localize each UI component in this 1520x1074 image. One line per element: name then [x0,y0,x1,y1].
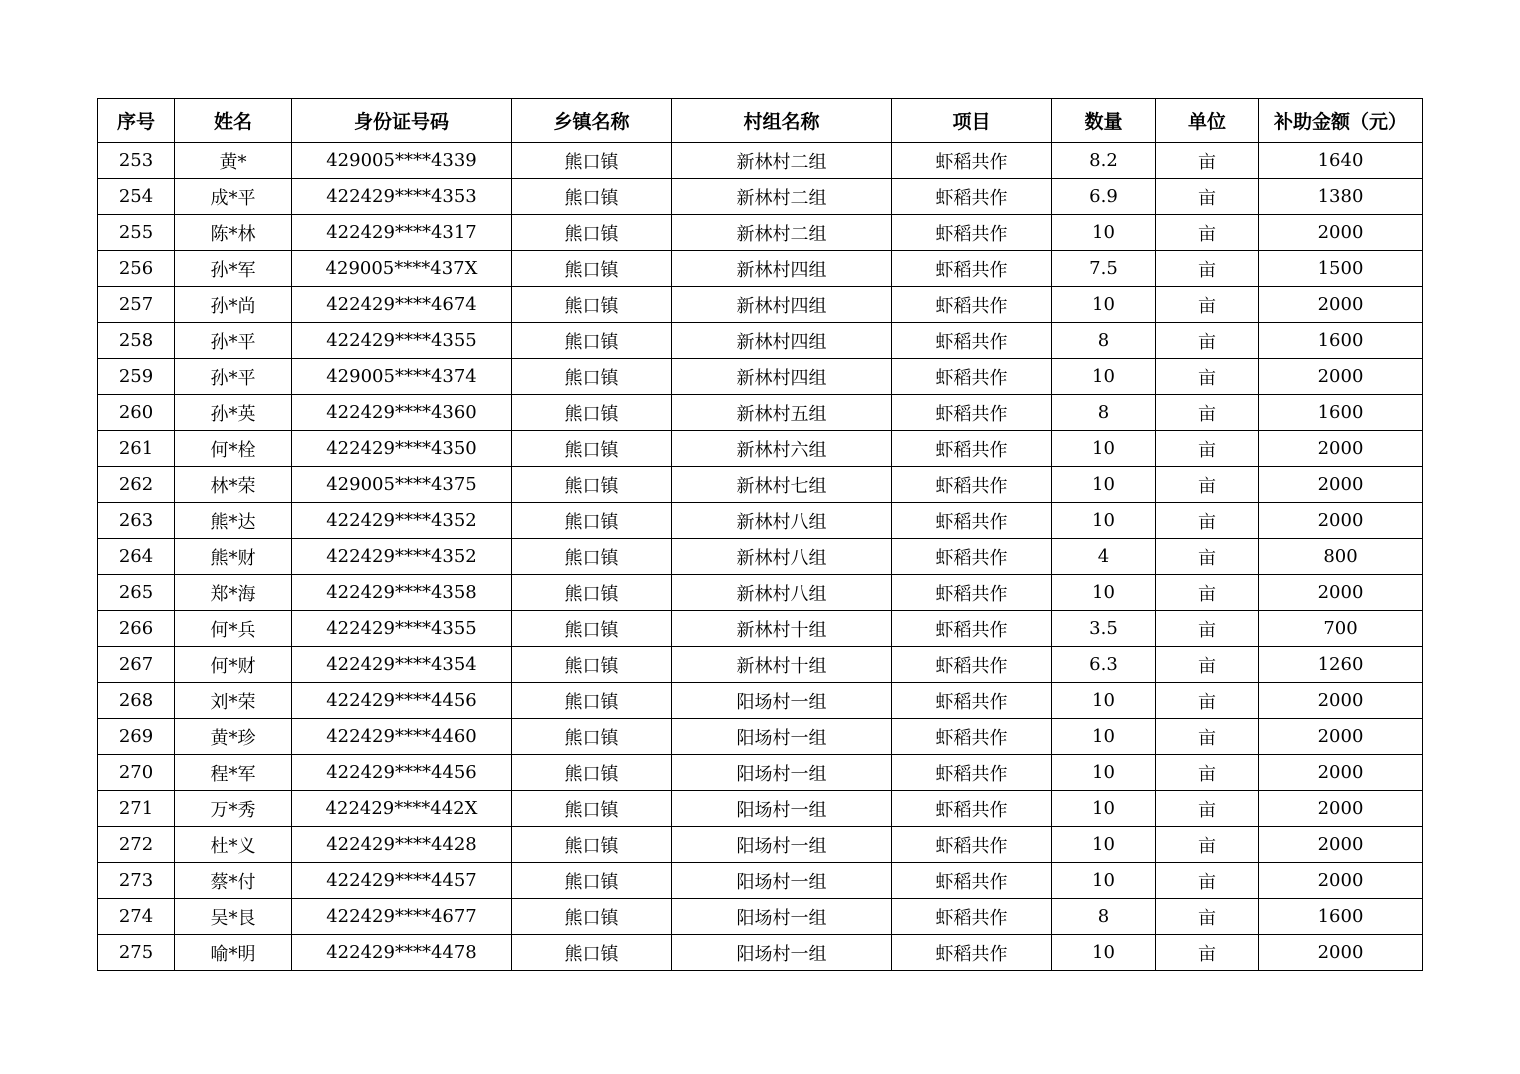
cell-name: 林*荣 [175,467,292,503]
cell-name: 孙*军 [175,251,292,287]
cell-seq: 266 [98,611,175,647]
cell-id-number: 422429****4317 [292,215,512,251]
subsidy-table-container [97,98,1422,971]
cell-subsidy-amount: 2000 [1259,467,1423,503]
cell-quantity: 8.2 [1052,143,1156,179]
cell-project: 虾稻共作 [892,719,1052,755]
cell-id-number: 422429****4456 [292,683,512,719]
cell-project: 虾稻共作 [892,575,1052,611]
table-row [98,683,1423,719]
cell-id-number: 422429****4354 [292,647,512,683]
cell-unit: 亩 [1156,647,1259,683]
cell-village-group: 新林村四组 [672,323,892,359]
cell-town: 熊口镇 [512,287,672,323]
cell-seq: 255 [98,215,175,251]
table-row [98,251,1423,287]
cell-town: 熊口镇 [512,467,672,503]
cell-name: 孙*英 [175,395,292,431]
cell-village-group: 新林村八组 [672,539,892,575]
cell-unit: 亩 [1156,395,1259,431]
cell-name: 喻*明 [175,935,292,971]
cell-quantity: 10 [1052,575,1156,611]
cell-subsidy-amount: 2000 [1259,503,1423,539]
cell-quantity: 4 [1052,539,1156,575]
cell-unit: 亩 [1156,359,1259,395]
cell-town: 熊口镇 [512,755,672,791]
cell-name: 程*军 [175,755,292,791]
cell-name: 刘*荣 [175,683,292,719]
cell-project: 虾稻共作 [892,323,1052,359]
cell-town: 熊口镇 [512,791,672,827]
cell-name: 孙*平 [175,323,292,359]
cell-seq: 253 [98,143,175,179]
cell-unit: 亩 [1156,863,1259,899]
table-row [98,539,1423,575]
cell-project: 虾稻共作 [892,935,1052,971]
table-body [98,143,1423,971]
table-row [98,719,1423,755]
cell-name: 熊*财 [175,539,292,575]
cell-unit: 亩 [1156,287,1259,323]
cell-seq: 267 [98,647,175,683]
cell-quantity: 8 [1052,395,1156,431]
table-row [98,359,1423,395]
cell-project: 虾稻共作 [892,359,1052,395]
cell-name: 何*财 [175,647,292,683]
cell-seq: 256 [98,251,175,287]
cell-village-group: 新林村二组 [672,143,892,179]
subsidy-table [97,98,1423,971]
table-row [98,503,1423,539]
cell-town: 熊口镇 [512,935,672,971]
cell-project: 虾稻共作 [892,539,1052,575]
cell-town: 熊口镇 [512,503,672,539]
cell-name: 成*平 [175,179,292,215]
cell-subsidy-amount: 2000 [1259,215,1423,251]
table-row [98,575,1423,611]
table-row [98,827,1423,863]
cell-project: 虾稻共作 [892,611,1052,647]
cell-seq: 260 [98,395,175,431]
cell-name: 万*秀 [175,791,292,827]
table-header [98,99,1423,143]
header-unit: 单位 [1156,99,1259,143]
cell-project: 虾稻共作 [892,251,1052,287]
cell-seq: 263 [98,503,175,539]
cell-id-number: 422429****4460 [292,719,512,755]
table-row [98,431,1423,467]
cell-id-number: 422429****4353 [292,179,512,215]
cell-village-group: 新林村七组 [672,467,892,503]
cell-project: 虾稻共作 [892,755,1052,791]
cell-project: 虾稻共作 [892,899,1052,935]
cell-village-group: 新林村四组 [672,287,892,323]
cell-project: 虾稻共作 [892,503,1052,539]
header-id-number: 身份证号码 [292,99,512,143]
cell-village-group: 阳场村一组 [672,827,892,863]
cell-unit: 亩 [1156,323,1259,359]
cell-village-group: 新林村六组 [672,431,892,467]
cell-project: 虾稻共作 [892,431,1052,467]
cell-subsidy-amount: 700 [1259,611,1423,647]
cell-name: 孙*尚 [175,287,292,323]
cell-unit: 亩 [1156,935,1259,971]
cell-town: 熊口镇 [512,863,672,899]
cell-seq: 254 [98,179,175,215]
cell-id-number: 422429****4352 [292,503,512,539]
cell-seq: 272 [98,827,175,863]
cell-unit: 亩 [1156,143,1259,179]
cell-project: 虾稻共作 [892,179,1052,215]
cell-subsidy-amount: 1260 [1259,647,1423,683]
cell-quantity: 3.5 [1052,611,1156,647]
cell-unit: 亩 [1156,827,1259,863]
cell-subsidy-amount: 2000 [1259,719,1423,755]
cell-village-group: 新林村八组 [672,575,892,611]
cell-name: 何*栓 [175,431,292,467]
cell-quantity: 10 [1052,287,1156,323]
cell-name: 黄*珍 [175,719,292,755]
cell-subsidy-amount: 1640 [1259,143,1423,179]
cell-subsidy-amount: 2000 [1259,863,1423,899]
cell-project: 虾稻共作 [892,287,1052,323]
cell-unit: 亩 [1156,683,1259,719]
cell-quantity: 10 [1052,467,1156,503]
cell-seq: 257 [98,287,175,323]
cell-project: 虾稻共作 [892,215,1052,251]
cell-id-number: 429005****437X [292,251,512,287]
cell-name: 陈*林 [175,215,292,251]
cell-quantity: 10 [1052,791,1156,827]
cell-name: 吴*艮 [175,899,292,935]
cell-quantity: 8 [1052,899,1156,935]
table-row [98,899,1423,935]
cell-id-number: 422429****4360 [292,395,512,431]
cell-quantity: 10 [1052,719,1156,755]
table-row [98,287,1423,323]
cell-id-number: 422429****4457 [292,863,512,899]
cell-id-number: 422429****4350 [292,431,512,467]
cell-town: 熊口镇 [512,179,672,215]
cell-subsidy-amount: 2000 [1259,683,1423,719]
cell-village-group: 阳场村一组 [672,935,892,971]
cell-project: 虾稻共作 [892,467,1052,503]
cell-town: 熊口镇 [512,359,672,395]
cell-subsidy-amount: 2000 [1259,575,1423,611]
cell-village-group: 阳场村一组 [672,755,892,791]
cell-subsidy-amount: 2000 [1259,791,1423,827]
cell-town: 熊口镇 [512,827,672,863]
cell-unit: 亩 [1156,431,1259,467]
cell-id-number: 429005****4339 [292,143,512,179]
cell-subsidy-amount: 2000 [1259,935,1423,971]
cell-name: 孙*平 [175,359,292,395]
cell-id-number: 422429****4677 [292,899,512,935]
table-row [98,791,1423,827]
cell-id-number: 422429****4355 [292,611,512,647]
cell-quantity: 10 [1052,827,1156,863]
table-row [98,935,1423,971]
cell-subsidy-amount: 1600 [1259,323,1423,359]
header-subsidy-amount: 补助金额（元） [1259,99,1423,143]
cell-quantity: 7.5 [1052,251,1156,287]
cell-seq: 258 [98,323,175,359]
table-row [98,215,1423,251]
cell-name: 蔡*付 [175,863,292,899]
cell-village-group: 新林村十组 [672,647,892,683]
table-row [98,395,1423,431]
cell-town: 熊口镇 [512,323,672,359]
cell-project: 虾稻共作 [892,791,1052,827]
cell-name: 熊*达 [175,503,292,539]
cell-seq: 261 [98,431,175,467]
cell-project: 虾稻共作 [892,143,1052,179]
cell-quantity: 10 [1052,215,1156,251]
cell-project: 虾稻共作 [892,395,1052,431]
cell-name: 杜*义 [175,827,292,863]
cell-quantity: 8 [1052,323,1156,359]
table-row [98,611,1423,647]
cell-id-number: 429005****4374 [292,359,512,395]
cell-village-group: 阳场村一组 [672,863,892,899]
cell-id-number: 422429****4358 [292,575,512,611]
header-project: 项目 [892,99,1052,143]
table-row [98,179,1423,215]
cell-village-group: 阳场村一组 [672,683,892,719]
cell-village-group: 新林村十组 [672,611,892,647]
cell-project: 虾稻共作 [892,647,1052,683]
cell-town: 熊口镇 [512,719,672,755]
cell-name: 郑*海 [175,575,292,611]
cell-subsidy-amount: 800 [1259,539,1423,575]
cell-unit: 亩 [1156,755,1259,791]
cell-town: 熊口镇 [512,395,672,431]
cell-village-group: 新林村四组 [672,359,892,395]
cell-quantity: 10 [1052,431,1156,467]
cell-town: 熊口镇 [512,575,672,611]
cell-village-group: 阳场村一组 [672,899,892,935]
cell-unit: 亩 [1156,611,1259,647]
cell-subsidy-amount: 2000 [1259,359,1423,395]
cell-id-number: 422429****4352 [292,539,512,575]
header-name: 姓名 [175,99,292,143]
cell-unit: 亩 [1156,215,1259,251]
cell-unit: 亩 [1156,539,1259,575]
cell-subsidy-amount: 2000 [1259,287,1423,323]
cell-seq: 270 [98,755,175,791]
cell-quantity: 10 [1052,863,1156,899]
cell-town: 熊口镇 [512,251,672,287]
cell-name: 何*兵 [175,611,292,647]
table-row [98,467,1423,503]
cell-seq: 262 [98,467,175,503]
cell-town: 熊口镇 [512,143,672,179]
cell-quantity: 10 [1052,503,1156,539]
cell-project: 虾稻共作 [892,683,1052,719]
cell-subsidy-amount: 1600 [1259,899,1423,935]
cell-unit: 亩 [1156,719,1259,755]
table-row [98,755,1423,791]
header-quantity: 数量 [1052,99,1156,143]
cell-seq: 269 [98,719,175,755]
table-row [98,647,1423,683]
cell-id-number: 422429****4355 [292,323,512,359]
cell-seq: 259 [98,359,175,395]
cell-village-group: 新林村八组 [672,503,892,539]
cell-subsidy-amount: 2000 [1259,431,1423,467]
cell-id-number: 422429****4428 [292,827,512,863]
cell-unit: 亩 [1156,791,1259,827]
cell-id-number: 429005****4375 [292,467,512,503]
cell-seq: 268 [98,683,175,719]
cell-town: 熊口镇 [512,611,672,647]
header-seq: 序号 [98,99,175,143]
cell-seq: 265 [98,575,175,611]
cell-town: 熊口镇 [512,647,672,683]
header-town: 乡镇名称 [512,99,672,143]
cell-unit: 亩 [1156,251,1259,287]
cell-subsidy-amount: 2000 [1259,827,1423,863]
cell-village-group: 新林村四组 [672,251,892,287]
cell-unit: 亩 [1156,467,1259,503]
cell-subsidy-amount: 1500 [1259,251,1423,287]
cell-subsidy-amount: 1600 [1259,395,1423,431]
table-row [98,863,1423,899]
cell-seq: 271 [98,791,175,827]
cell-quantity: 10 [1052,359,1156,395]
cell-town: 熊口镇 [512,539,672,575]
cell-name: 黄* [175,143,292,179]
cell-village-group: 新林村二组 [672,215,892,251]
cell-town: 熊口镇 [512,215,672,251]
cell-project: 虾稻共作 [892,827,1052,863]
header-village-group: 村组名称 [672,99,892,143]
table-row [98,323,1423,359]
table-row [98,143,1423,179]
cell-town: 熊口镇 [512,899,672,935]
cell-unit: 亩 [1156,575,1259,611]
cell-village-group: 新林村五组 [672,395,892,431]
cell-subsidy-amount: 1380 [1259,179,1423,215]
cell-village-group: 阳场村一组 [672,791,892,827]
cell-seq: 275 [98,935,175,971]
cell-village-group: 新林村二组 [672,179,892,215]
cell-town: 熊口镇 [512,431,672,467]
cell-subsidy-amount: 2000 [1259,755,1423,791]
cell-quantity: 6.3 [1052,647,1156,683]
cell-id-number: 422429****4456 [292,755,512,791]
header-row [98,99,1423,143]
cell-seq: 264 [98,539,175,575]
cell-town: 熊口镇 [512,683,672,719]
cell-seq: 273 [98,863,175,899]
cell-id-number: 422429****442X [292,791,512,827]
cell-quantity: 10 [1052,683,1156,719]
cell-unit: 亩 [1156,899,1259,935]
cell-unit: 亩 [1156,503,1259,539]
cell-project: 虾稻共作 [892,863,1052,899]
cell-quantity: 10 [1052,935,1156,971]
cell-quantity: 10 [1052,755,1156,791]
cell-unit: 亩 [1156,179,1259,215]
cell-id-number: 422429****4478 [292,935,512,971]
cell-quantity: 6.9 [1052,179,1156,215]
cell-village-group: 阳场村一组 [672,719,892,755]
cell-id-number: 422429****4674 [292,287,512,323]
cell-seq: 274 [98,899,175,935]
